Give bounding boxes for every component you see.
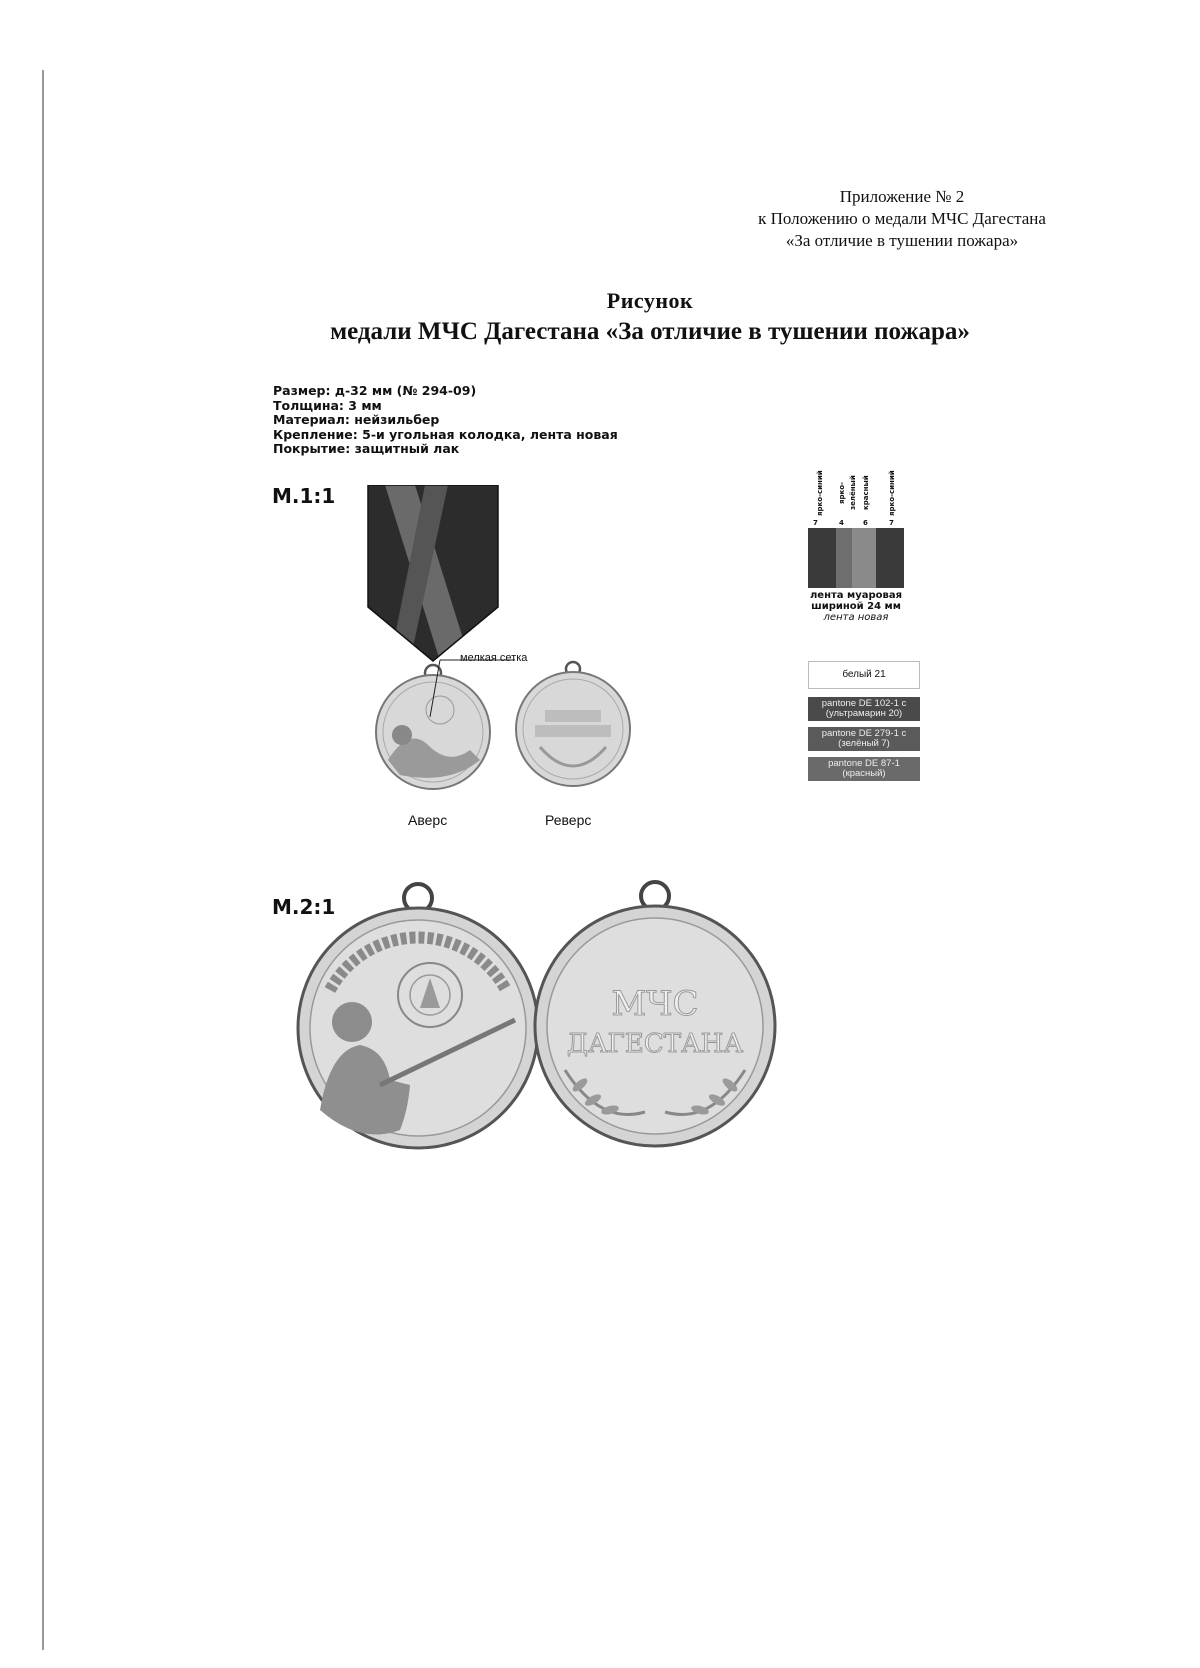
spec-size: Размер: д-32 мм (№ 294-09) — [273, 383, 477, 398]
color-pantone-ultramarine — [808, 697, 920, 721]
pantone-2-line-2: (зелёный 7) — [838, 738, 890, 749]
obverse-label: Аверс — [408, 812, 448, 828]
reverse-large — [535, 906, 775, 1146]
document-title: Рисунок — [606, 288, 694, 313]
reverse-small — [516, 672, 630, 786]
stripe-label-3: красный — [862, 475, 870, 511]
pantone-1-line-1: pantone DE 102-1 c — [821, 698, 907, 709]
scale-2-1: М.2:1 — [272, 895, 336, 919]
stripe-label-4: ярко-синий — [888, 470, 896, 516]
stripe-label-1: ярко-синий — [816, 470, 824, 516]
scale-1-1: М.1:1 — [272, 484, 336, 508]
ribbon-caption-3: лента новая — [823, 612, 889, 623]
appendix-line-3: «За отличие в тушении пожара» — [785, 231, 1019, 250]
ribbon-caption-2: шириной 24 мм — [811, 601, 901, 612]
stripe-label-2: ярко-зелёный — [838, 475, 857, 511]
reverse-text-line-2: ДАГЕСТАНА — [566, 1029, 744, 1059]
medal-2-1-illustration — [290, 880, 790, 1160]
spec-thickness: Толщина: 3 мм — [273, 397, 382, 413]
document-subtitle: медали МЧС Дагестана «За отличие в тушении пожара» — [330, 318, 970, 345]
spec-coating: Покрытие: защитный лак — [273, 441, 460, 456]
stripe-width-3: 6 — [863, 519, 868, 527]
ribbon-caption-1: лента муаровая — [809, 590, 902, 601]
reverse-text-line-1: МЧС — [611, 984, 699, 1024]
appendix-header — [722, 186, 1082, 252]
pantone-3-line-1: pantone DE 87-1 — [828, 758, 900, 769]
obverse-small — [376, 675, 490, 789]
color-white: белый 21 — [808, 661, 920, 689]
spec-mount: Крепление: 5-и угольная колодка, лента новая — [273, 426, 618, 442]
spec-material: Материал: нейзильбер — [273, 412, 440, 427]
fine-mesh-label: мелкая сетка — [460, 652, 528, 664]
stripe-width-4: 7 — [889, 519, 894, 527]
pantone-2-line-1: pantone DE 279-1 c — [821, 728, 907, 739]
ribbon-stripe-labels — [809, 470, 905, 530]
ribbon-caption — [796, 590, 916, 623]
obverse-large — [298, 908, 538, 1148]
stripe-width-2: 4 — [839, 519, 844, 527]
color-pantone-green — [808, 727, 920, 751]
stripe-width-1: 7 — [813, 519, 818, 527]
appendix-line-1: Приложение № 2 — [839, 187, 965, 206]
pantone-3-line-2: (красный) — [842, 768, 886, 779]
ribbon-swatch — [808, 528, 904, 588]
pantone-1-line-2: (ультрамарин 20) — [825, 708, 903, 719]
appendix-line-2: к Положению о медали МЧС Дагестана — [758, 209, 1046, 228]
color-pantone-red — [808, 757, 920, 781]
medal-specs — [273, 384, 618, 457]
reverse-label: Реверс — [545, 812, 592, 828]
